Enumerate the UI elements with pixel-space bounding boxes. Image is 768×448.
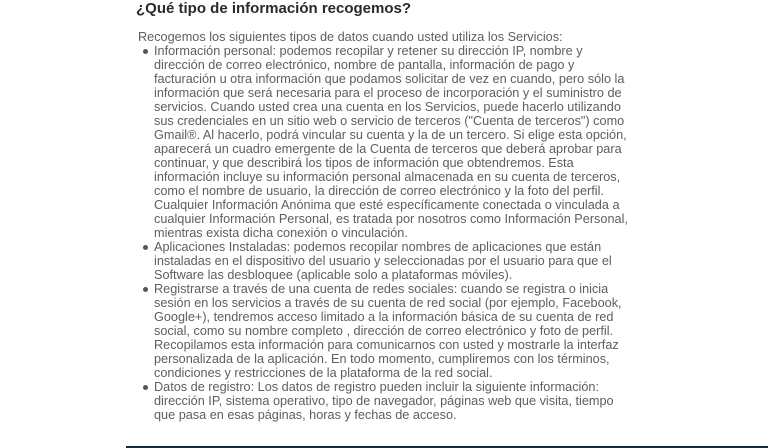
list-item-line: información que será necesaria para el proceso de incorporación y el suministro de xyxy=(154,86,622,100)
list-item-line: condiciones y restricciones de la plataforma de la red social. xyxy=(154,366,493,380)
list-item-line: aparecerá un cuadro emergente de la Cuenta de terceros que deberá aprobar para xyxy=(154,142,622,156)
section-heading: ¿Qué tipo de información recogemos? xyxy=(136,0,412,17)
list-item-line: Recopilamos esta información para comunicarnos con usted y mostrarle la interfaz xyxy=(154,338,619,352)
list-item-line: sus credenciales en un sitio web o servicio de terceros ("Cuenta de terceros") como xyxy=(154,114,625,128)
list-item-line: que pasa en esas páginas, horas y fechas de acceso. xyxy=(154,408,457,422)
bullet-icon xyxy=(143,385,148,390)
list-item-personal-info xyxy=(154,44,634,240)
data-types-list xyxy=(154,44,634,422)
list-item-line: mientras exista dicha conexión o vinculación. xyxy=(154,226,408,240)
list-item-line: facturación u otra información que podamos solicitar de vez en cuando, pero sólo la xyxy=(154,72,625,86)
list-item-log-data xyxy=(154,380,634,422)
bullet-icon xyxy=(143,287,148,292)
list-item-line: social, como su nombre completo , dirección de correo electrónico y foto de perfil. xyxy=(154,324,614,338)
list-item-line: Cualquier Información Anónima que esté específicamente conectada o vinculada a xyxy=(154,198,620,212)
list-item-line: dirección IP, sistema operativo, tipo de navegador, páginas web que visita, tiempo xyxy=(154,394,614,408)
bullet-icon xyxy=(143,245,148,250)
list-item-line: instaladas en el dispositivo del usuario y seleccionadas por el usuario para que el xyxy=(154,254,612,268)
list-item-social-signup xyxy=(154,282,634,380)
list-item-line: sesión en los servicios a través de su cuenta de red social (por ejemplo, Facebook, xyxy=(154,296,622,310)
list-item-line: Google+), tendremos acceso limitado a la información básica de su cuenta de red xyxy=(154,310,614,324)
list-item-line: Datos de registro: Los datos de registro pueden incluir la siguiente información: xyxy=(154,380,600,394)
list-item-line: cualquier Información Personal, es tratada por nosotros como Información Personal, xyxy=(154,212,628,226)
list-item-line: como el nombre de usuario, la dirección de correo electrónico y la foto del perfil. xyxy=(154,184,604,198)
intro-paragraph: Recogemos los siguientes tipos de datos cuando usted utiliza los Servicios: xyxy=(138,30,563,44)
list-item-installed-apps xyxy=(154,240,634,282)
list-item-line: servicios. Cuando usted crea una cuenta en los Servicios, puede hacerlo utilizando xyxy=(154,100,621,114)
list-item-line: continuar, y que describirá los tipos de información que obtendremos. Esta xyxy=(154,156,574,170)
list-item-line: personalizada de la aplicación. En todo momento, cumpliremos con los términos, xyxy=(154,352,610,366)
list-item-line: Registrarse a través de una cuenta de redes sociales: cuando se registra o inicia xyxy=(154,282,609,296)
bullet-icon xyxy=(143,49,148,54)
list-item-line: Software las desbloquee (aplicable solo a plataformas móviles). xyxy=(154,268,513,282)
list-item-line: Información personal: podemos recopilar y retener su dirección IP, nombre y xyxy=(154,44,583,58)
list-item-line: información incluye su información personal almacenada en su cuenta de terceros, xyxy=(154,170,621,184)
list-item-line: Gmail®. Al hacerlo, podrá vincular su cuenta y la de un tercero. Si elige esta opción, xyxy=(154,128,627,142)
list-item-line: dirección de correo electrónico, nombre de pantalla, información de pago y xyxy=(154,58,575,72)
list-item-line: Aplicaciones Instaladas: podemos recopilar nombres de aplicaciones que están xyxy=(154,240,602,254)
